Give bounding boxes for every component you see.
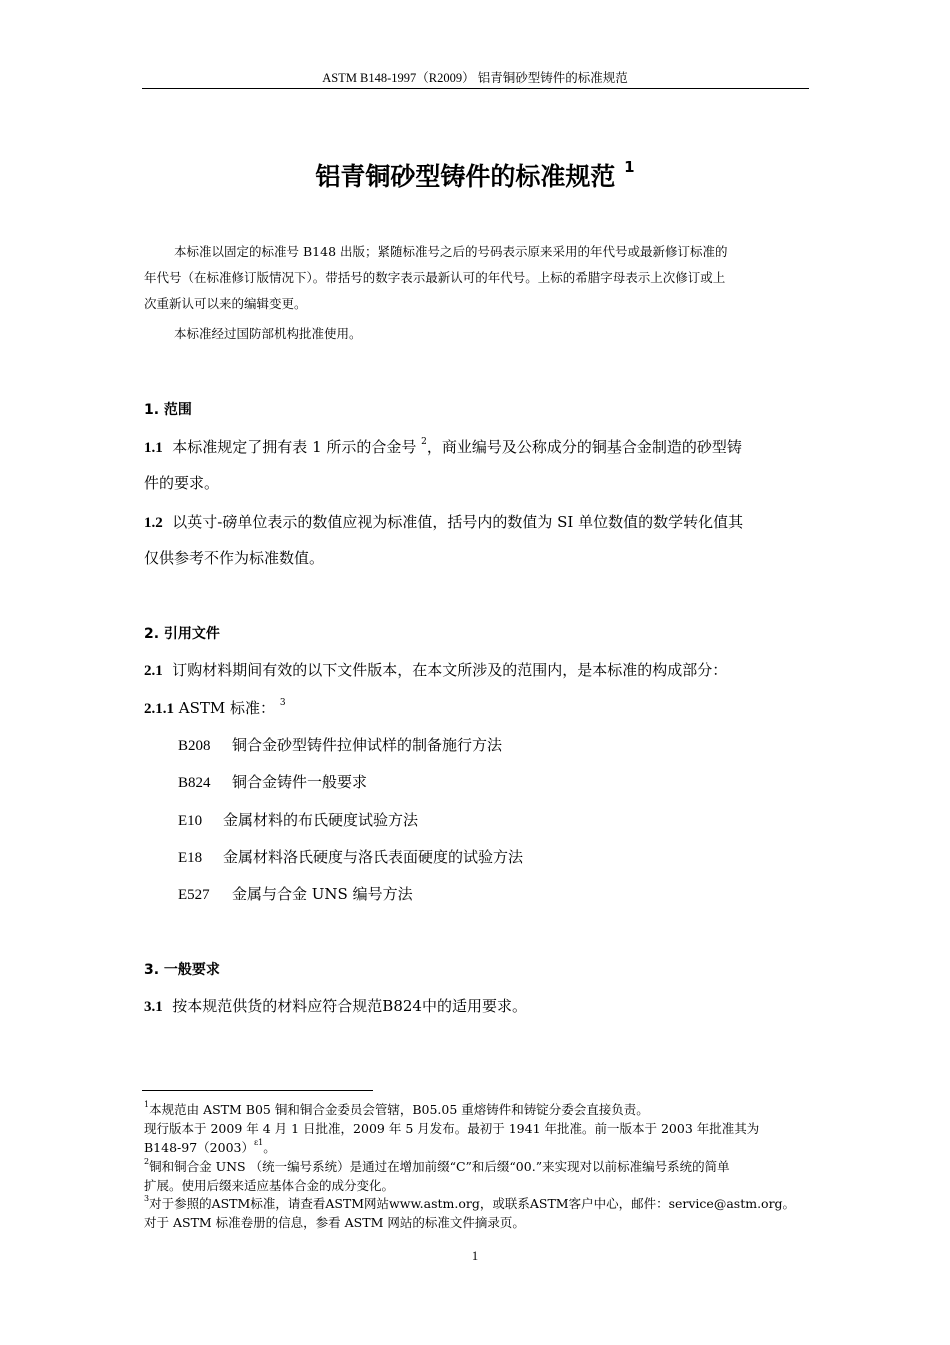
paragraph-2-1-1-text: ASTM 标准： [178, 699, 276, 717]
footnote-1-line-3-end: 。 [263, 1140, 276, 1155]
footnote-3 [144, 1194, 795, 1212]
paragraph-1-2-number: 1.2 [144, 515, 163, 531]
reference-title: 铜合金铸件一般要求 [232, 773, 368, 791]
reference-code: E18 [178, 850, 203, 866]
paragraph-2-1-1-number: 2.1.1 [144, 701, 174, 717]
footnote-1-marker: 1 [144, 1099, 150, 1109]
reference-code: B208 [178, 738, 211, 754]
footnote-3-marker: 3 [144, 1193, 150, 1203]
reference-title: 铜合金砂型铸件拉伸试样的制备施行方法 [232, 736, 503, 754]
paragraph-1-1-line-2: 件的要求。 [144, 474, 220, 492]
document-title-text: 铝青铜砂型铸件的标准规范 [315, 162, 616, 191]
preface-line-1: 本标准以固定的标准号 B148 出版；紧随标准号之后的号码表示原来采用的年代号或最新修订标准的 [174, 244, 728, 259]
footnote-2-line-1: 铜和铜合金 UNS （统一编号系统）是通过在增加前缀“C”和后缀“00.”来实现对以前标准编号系统的简单 [149, 1159, 730, 1174]
reference-code: E527 [178, 887, 210, 903]
paragraph-1-1-number: 1.1 [144, 440, 163, 456]
paragraph-2-1 [144, 659, 727, 680]
header-rule [142, 88, 809, 89]
preface-line-3: 次重新认可以来的编辑变更。 [144, 296, 307, 311]
reference-code: B824 [178, 775, 211, 791]
footnote-3-line-2: 对于 ASTM 标准卷册的信息，参看 ASTM 网站的标准文件摘录页。 [144, 1215, 525, 1230]
footnote-1 [144, 1100, 649, 1118]
running-header: ASTM B148-1997（R2009） 铝青铜砂型铸件的标准规范 [322, 71, 628, 85]
paragraph-1-2-line-2: 仅供参考不作为标准数值。 [144, 549, 325, 567]
paragraph-3-1 [144, 995, 527, 1016]
footnote-ref-3: 3 [279, 698, 286, 708]
footnote-ref-2: 2 [421, 437, 427, 447]
epsilon-superscript: ε1 [254, 1137, 264, 1147]
footnote-2-marker: 2 [144, 1156, 150, 1166]
title-footnote-marker: 1 [624, 157, 635, 176]
reference-title: 金属材料洛氏硬度与洛氏表面硬度的试验方法 [223, 848, 524, 866]
footnote-1-line-1: 本规范由 ASTM B05 铜和铜合金委员会管辖，B05.05 重熔铸件和铸锭分委会直接负责。 [149, 1102, 649, 1117]
footnote-1-line-2: 现行版本于 2009 年 4 月 1 日批准，2009 年 5 月发布。最初于 1941 年批准。前一版本于 2003 年批准其为 [144, 1121, 760, 1136]
page-number: 1 [471, 1249, 479, 1263]
footnote-separator [142, 1090, 373, 1091]
reference-item [178, 809, 418, 830]
paragraph-1-1-text-b: ，商业编号及公称成分的铜基合金制造的砂型铸 [426, 438, 742, 456]
paragraph-1-2 [144, 511, 743, 532]
paragraph-3-1-number: 3.1 [144, 999, 163, 1015]
reference-code: E10 [178, 813, 203, 829]
section-1-heading: 1. 范围 [144, 402, 192, 418]
reference-item [178, 734, 502, 755]
footnote-2-line-2: 扩展。使用后缀来适应基体合金的成分变化。 [144, 1178, 395, 1193]
section-3-heading: 3. 一般要求 [144, 962, 220, 978]
preface-line-2: 年代号（在标准修订版情况下）。带括号的数字表示最新认可的年代号。上标的希腊字母表示上次修订或上 [144, 270, 726, 285]
reference-item [178, 771, 367, 792]
preface-line-4: 本标准经过国防部机构批准使用。 [174, 326, 362, 341]
footnote-1-line-3-text: B148-97（2003） [144, 1140, 254, 1155]
reference-title: 金属与合金 UNS 编号方法 [232, 885, 413, 903]
reference-item [178, 846, 523, 867]
paragraph-1-2-text: 以英寸-磅单位表示的数值应视为标准值，括号内的数值为 SI 单位数值的数学转化值其 [172, 513, 744, 531]
document-title [0, 157, 950, 193]
footnote-3-line-1: 对于参照的ASTM标准，请查看ASTM网站www.astm.org，或联系ASTM客户中心，邮件：service@astm.org。 [149, 1196, 796, 1211]
reference-item [178, 883, 413, 904]
paragraph-2-1-number: 2.1 [144, 663, 163, 679]
footnote-2 [144, 1157, 730, 1175]
reference-title: 金属材料的布氏硬度试验方法 [223, 811, 419, 829]
section-2-heading: 2. 引用文件 [144, 626, 220, 642]
paragraph-1-1 [144, 436, 742, 457]
paragraph-2-1-1 [144, 697, 286, 718]
paragraph-3-1-text: 按本规范供货的材料应符合规范B824中的适用要求。 [172, 997, 527, 1015]
footnote-1-line-3 [144, 1138, 276, 1156]
paragraph-1-1-text-a: 本标准规定了拥有表 1 所示的合金号 [172, 438, 417, 456]
paragraph-2-1-text: 订购材料期间有效的以下文件版本，在本文所涉及的范围内，是本标准的构成部分： [172, 661, 728, 679]
